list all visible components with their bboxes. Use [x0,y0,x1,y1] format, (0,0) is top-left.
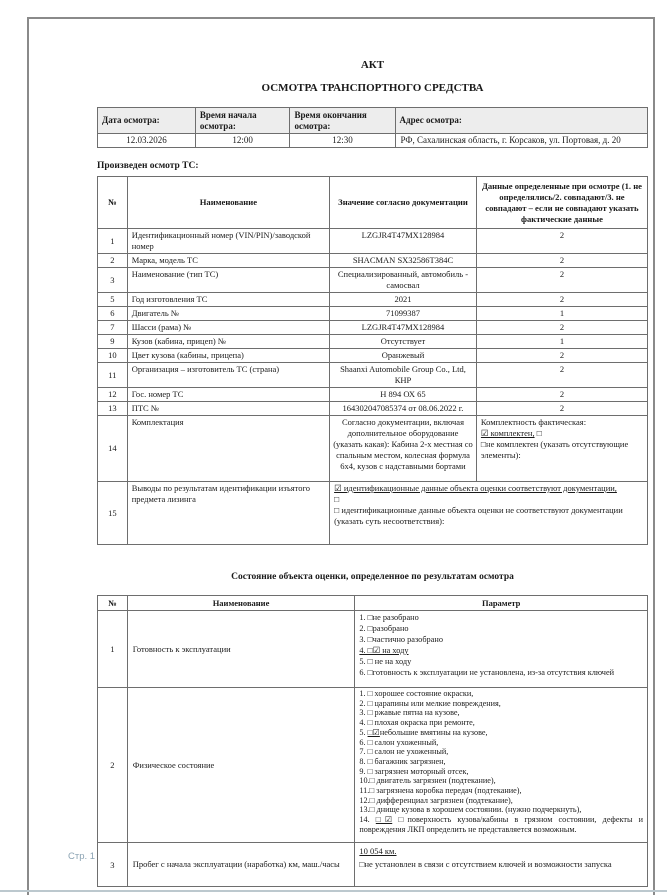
condition-item: 3. □частично разобрано [359,635,443,644]
info-header-end-time: Время окончания осмотра: [290,108,395,134]
mileage-value: 10 054 км. [359,846,397,856]
table-row [98,254,648,268]
row-value: Оранжевый [330,349,477,363]
row-name: Гос. номер ТС [127,388,329,402]
table-row [98,321,648,335]
row-name: Двигатель № [127,307,329,321]
inspection-info-table [97,107,648,148]
row-parameter [355,688,648,843]
row-number: 9 [98,335,128,349]
col-header-result: Данные определенные при осмотре (1. не определялись/2. совпадают/3. не совпадают – если не совпадают указать фактические данные [476,177,647,229]
row-name: Пробег с начала эксплуатации (наработка) км, маш./часы [127,843,355,887]
row-number: 2 [98,254,128,268]
fact-checked-line [481,428,644,439]
row-name: Марка, модель ТС [127,254,329,268]
condition-row-physical [98,688,648,843]
row-result: 2 [476,321,647,335]
checkbox-empty-icon: □ [334,494,340,504]
row-number: 5 [98,293,128,307]
conclusion-matches-line: ☑ идентификационные данные объекта оценки соответствуют документации, [334,483,617,493]
conclusion-mismatch-line: □ идентификационные данные объекта оценки не соответствуют документации (указать суть несоответствия): [334,505,623,526]
row-result: 1 [476,307,647,321]
row-result: 2 [476,254,647,268]
row-conclusion-cell [330,482,648,545]
table-row [98,268,648,293]
row-name: Организация – изготовитель ТС (страна) [127,363,329,388]
info-value-start-time: 12:00 [195,134,290,148]
condition-item: 5. □ не на ходу [359,657,412,666]
row-value: SHACMAN SX32586T384C [330,254,477,268]
info-value-date: 12.03.2026 [98,134,196,148]
row-number: 3 [98,843,128,887]
row-result: 1 [476,335,647,349]
row-number: 12 [98,388,128,402]
table-row [98,229,648,254]
row-name: ПТС № [127,402,329,416]
info-header-start-time: Время начала осмотра: [195,108,290,134]
row-fact-completeness [476,416,647,482]
row-result: 2 [476,402,647,416]
checkbox-checked-icon: □☑ [367,727,380,737]
condition-item: 4. □ плохая окраска при ремонте, [359,718,475,728]
condition-item: 2. □разобрано [359,624,409,633]
row-name: Наименование (тип ТС) [127,268,329,293]
fact-title: Комплектность фактическая: [480,417,587,427]
col-header-name: Наименование [127,177,329,229]
condition-item: 7. □ салон не ухоженный, [359,747,449,757]
row-name: Цвет кузова (кабины, прицепа) [127,349,329,363]
vehicle-inspection-table [97,176,648,545]
row-name: Комплектация [127,416,329,482]
col-header-number: № [98,177,128,229]
condition-item-selected [359,728,643,738]
condition-row-mileage [98,843,648,887]
table-row-conclusions [98,482,648,545]
item-index: 5. [359,727,368,737]
condition-item: 9. □ загрязнен моторный отсек, [359,766,469,776]
table-row [98,363,648,388]
condition-item-selected: 4. □☑ на ходу [359,646,409,655]
condition-row-readiness [98,611,648,688]
row-result: 2 [476,268,647,293]
row-number: 1 [98,229,128,254]
item-text: небольшие вмятины на кузове, [379,727,488,737]
row-value: 2021 [330,293,477,307]
info-value-address: РФ, Сахалинская область, г. Корсаков, ул. Портовая, д. 20 [395,134,647,148]
item-text: □поверхность кузова/кабины в грязном состоянии, дефекты и повреждения ЛКП определить не представляется возможным. [359,815,643,834]
document-content [97,19,648,887]
checkbox-empty-icon: □ [536,428,542,438]
condition-item: 1. □ хорошее состояние окраски, [359,689,474,698]
mileage-note: □не установлен в связи с отсутствием ключей и возможности запуска [359,859,612,869]
condition-item: 6. □ салон ухоженный, [359,737,439,747]
fact-unchecked-line: □не комплектен (указать отсутствующие элементы): [480,439,629,460]
info-value-end-time: 12:30 [290,134,395,148]
condition-item: 13.□ днище кузова в хорошем состоянии. (нужно подчеркнуть), [359,805,582,815]
table-row [98,293,648,307]
row-name: Выводы по результатам идентификации изъятого предмета лизинга [127,482,329,545]
document-page [27,17,655,895]
row-value: Отсутствует [330,335,477,349]
row-result: 2 [476,229,647,254]
row-name: Кузов (кабина, прицеп) № [127,335,329,349]
row-value: Согласно документации, включая дополнительное оборудование (указать какая): Кабина 2-х местная со спальным местом, колесная формула 6х4, кузов с надставными бортами [330,416,477,482]
act-subtitle: ОСМОТРА ТРАНСПОРТНОГО СРЕДСТВА [261,82,484,94]
table-row-equipment [98,416,648,482]
col-header-name: Наименование [127,596,355,611]
row-name: Физическое состояние [127,688,355,843]
row-value: 164302047085374 от 08.06.2022 г. [330,402,477,416]
condition-item: 2. □ царапины или мелкие повреждения, [359,698,501,708]
condition-item: 8. □ багажник загрязнен, [359,756,446,766]
page-number: Стр. 1 [68,851,96,862]
item-index: 14. [359,815,376,825]
row-number: 15 [98,482,128,545]
condition-section-title: Состояние объекта оценки, определенное по результатам осмотра [231,572,514,582]
row-result: 2 [476,293,647,307]
row-number: 2 [98,688,128,843]
condition-item: 6. □готовность к эксплуатации не установлена, из-за отсутствия ключей [359,668,615,677]
row-result: 2 [476,388,647,402]
row-parameter [355,843,648,887]
condition-item: 3. □ ржавые пятна на кузове, [359,708,460,718]
row-number: 11 [98,363,128,388]
col-header-number: № [98,596,128,611]
row-name: Идентификационный номер (VIN/PIN)/заводской номер [127,229,329,254]
row-value: 71099387 [330,307,477,321]
info-value-row [98,134,648,148]
condition-header-row [98,596,648,611]
row-number: 3 [98,268,128,293]
condition-item: 1. □не разобрано [359,613,419,622]
row-value: Shaanxi Automobile Group Co., Ltd, КНР [330,363,477,388]
table-row [98,307,648,321]
table-row [98,402,648,416]
condition-item: 11.□ загрязнена коробка передач (подтекание), [359,786,522,796]
row-result: 2 [476,349,647,363]
col-header-doc-value: Значение согласно документации [330,177,477,229]
inspection-section-title: Произведен осмотр ТС: [97,161,199,171]
col-header-parameter: Параметр [355,596,648,611]
row-value: LZGJR4T47MX128984 [330,229,477,254]
table-row [98,388,648,402]
row-number: 14 [98,416,128,482]
row-value: Н 894 ОХ 65 [330,388,477,402]
info-header-row [98,108,648,134]
row-value: Специализированный, автомобиль - самосвал [330,268,477,293]
row-name: Шасси (рама) № [127,321,329,335]
row-parameter [355,611,648,688]
row-number: 6 [98,307,128,321]
checkbox-checked-icon: □☑ [375,815,393,825]
info-header-address: Адрес осмотра: [395,108,647,134]
row-result: 2 [476,363,647,388]
row-number: 13 [98,402,128,416]
row-number: 7 [98,321,128,335]
row-name: Год изготовления ТС [127,293,329,307]
condition-table [97,595,648,887]
row-value: LZGJR4T47MX128984 [330,321,477,335]
checkbox-checked-complete: ☑ комплектен, [480,428,535,438]
table-row [98,335,648,349]
condition-item: 10.□ двигатель загрязнен (подтекание), [359,776,496,786]
act-title: АКТ [360,59,385,71]
row-name: Готовность к эксплуатации [127,611,355,688]
inspection-header-row [98,177,648,229]
table-row [98,349,648,363]
row-number: 10 [98,349,128,363]
condition-item-selected [359,815,643,834]
info-header-date: Дата осмотра: [98,108,196,134]
row-number: 1 [98,611,128,688]
condition-item: 12.□ дифференциал загрязнен (подтекание), [359,795,513,805]
